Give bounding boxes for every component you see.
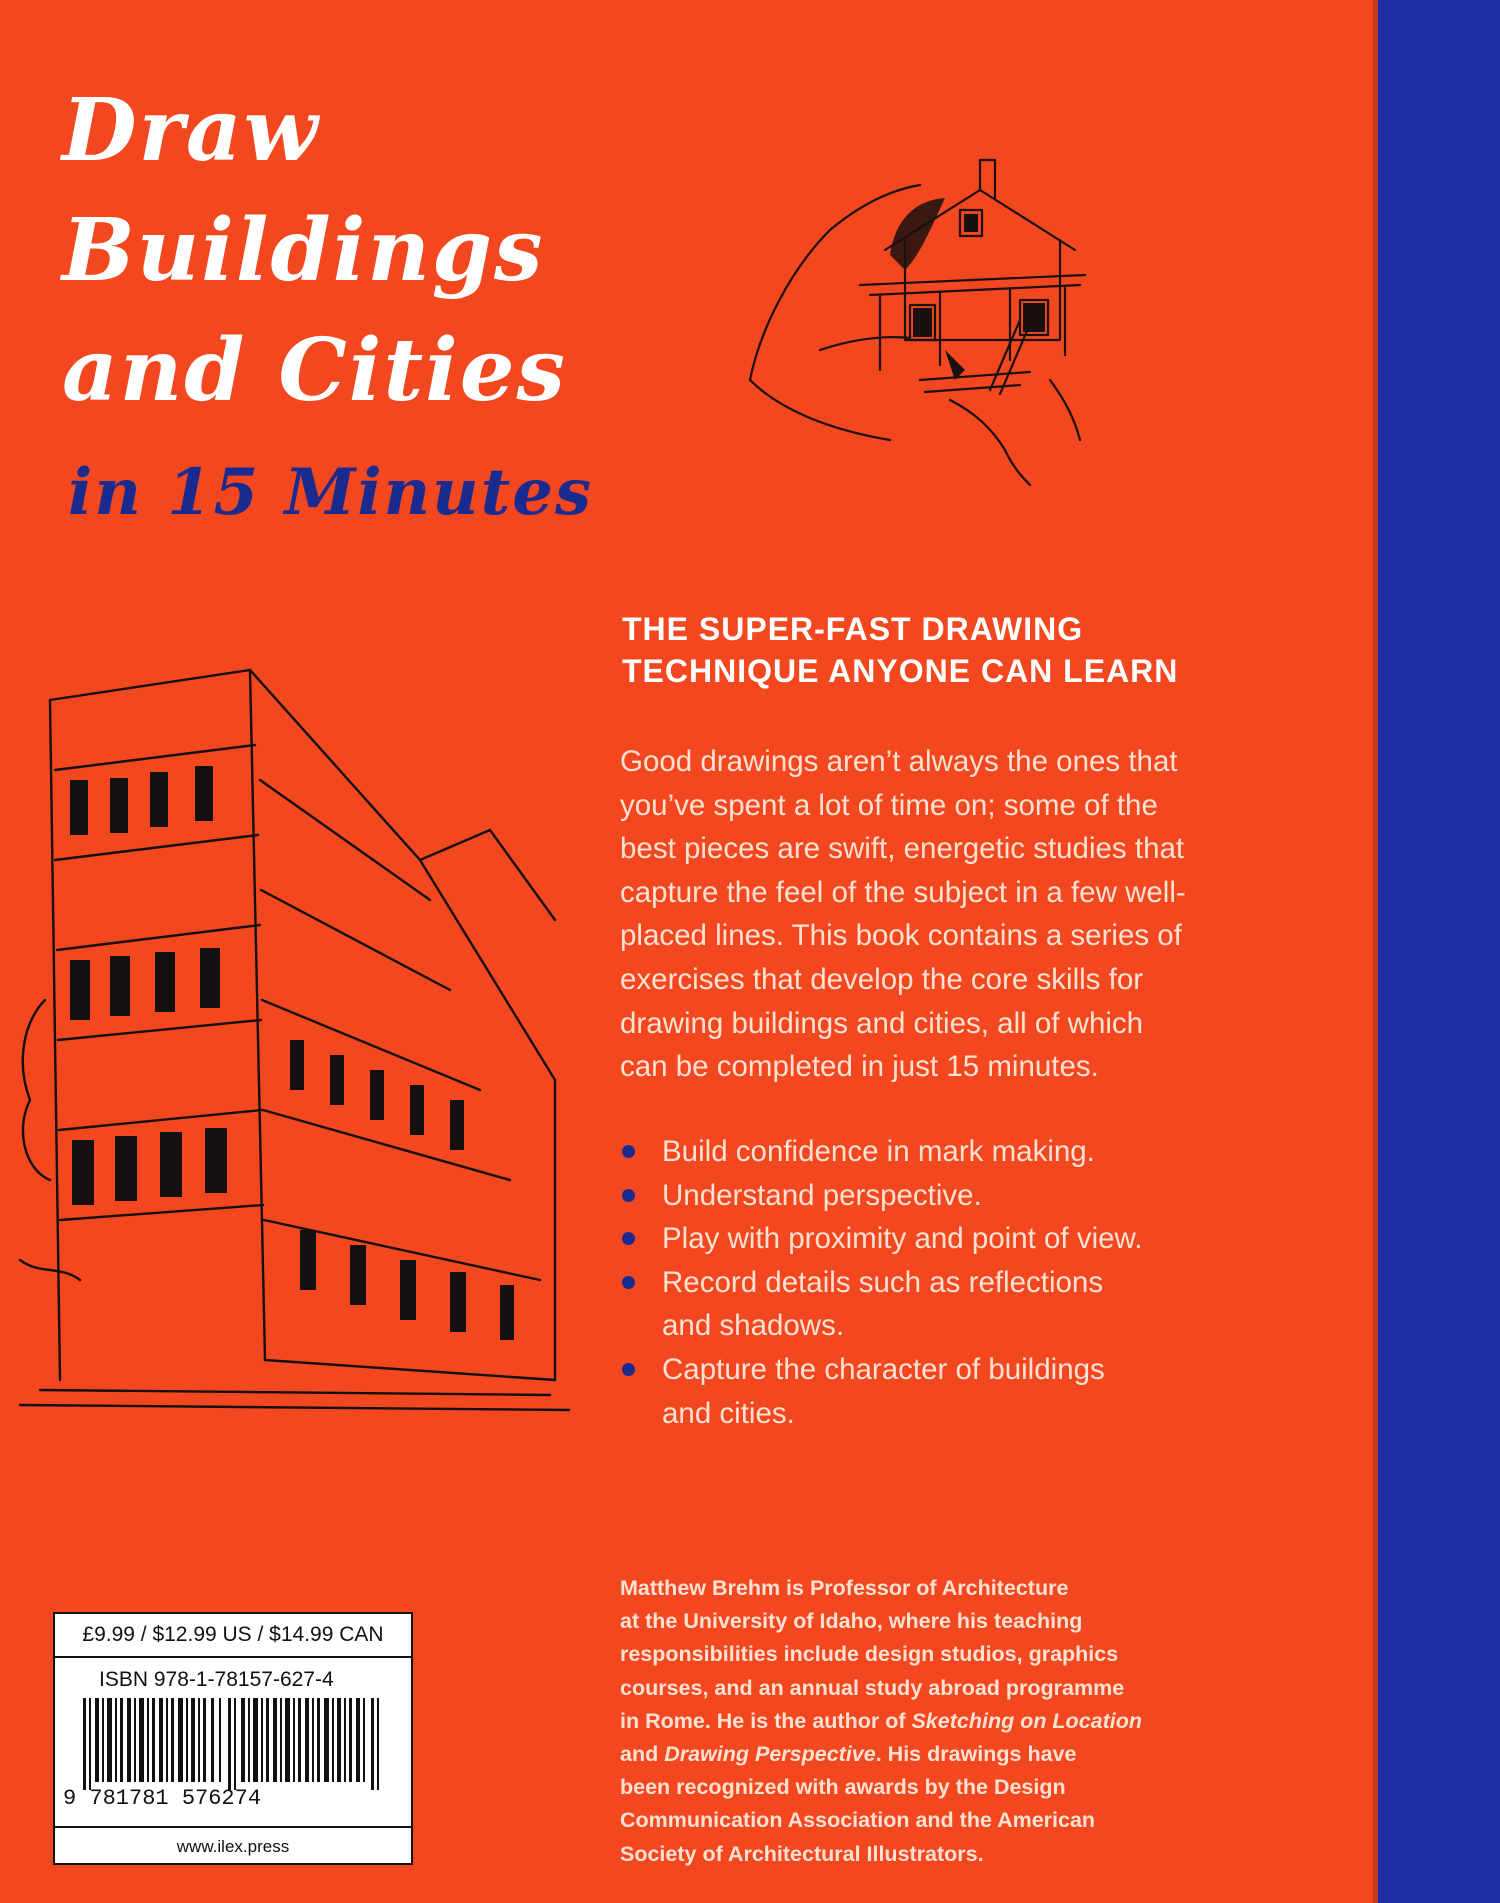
book-spine xyxy=(1378,0,1500,1903)
description-paragraph xyxy=(620,740,1340,1089)
bullet-item xyxy=(620,1348,1340,1435)
isbn-label: ISBN 978-1-78157-627-4 xyxy=(99,1668,334,1691)
bullet-text: Build confidence in mark making. xyxy=(662,1135,1095,1168)
title-line-buildings: Buildings xyxy=(62,200,545,301)
bio-text: and xyxy=(620,1742,665,1767)
bio-line: been recognized with awards by the Design xyxy=(620,1775,1066,1800)
description-line: drawing buildings and cities, all of which xyxy=(620,1006,1144,1040)
barcode-panel xyxy=(53,1612,413,1865)
title-line-and-cities: and Cities xyxy=(62,320,567,421)
title-line-draw: Draw xyxy=(62,80,320,181)
bio-line xyxy=(620,1705,1360,1738)
barcode-icon xyxy=(73,1698,395,1790)
bullet-dot-icon xyxy=(622,1232,635,1245)
house-sketch-illustration xyxy=(720,80,1190,490)
bio-line: Communication Association and the American xyxy=(620,1808,1096,1833)
description-line: placed lines. This book contains a series of xyxy=(620,919,1182,953)
feature-bullet-list xyxy=(620,1130,1340,1435)
description-line: exercises that develop the core skills for xyxy=(620,962,1144,996)
title-line-in-15-minutes: in 15 Minutes xyxy=(68,455,593,530)
bullet-text-continued: and cities. xyxy=(662,1396,795,1430)
bullet-item xyxy=(620,1261,1340,1348)
bio-line: Society of Architectural Illustrators. xyxy=(620,1841,984,1866)
bullet-text: Record details such as reflections xyxy=(662,1265,1104,1299)
publisher-website: www.ilex.press xyxy=(55,1826,411,1866)
tagline-heading xyxy=(622,608,1342,692)
bio-line: responsibilities include design studios, graphics xyxy=(620,1642,1119,1667)
bullet-text: Understand perspective. xyxy=(662,1178,982,1212)
bullet-item xyxy=(620,1130,1340,1174)
bio-text: in Rome. He is the author of xyxy=(620,1708,912,1733)
description-line: best pieces are swift, energetic studies that xyxy=(620,832,1185,866)
description-line: can be completed in just 15 minutes. xyxy=(620,1050,1099,1084)
description-line: capture the feel of the subject in a few well- xyxy=(620,875,1186,909)
bio-text: . His drawings have xyxy=(875,1742,1077,1767)
bio-line xyxy=(620,1738,1360,1771)
description-line: you’ve spent a lot of time on; some of the xyxy=(620,788,1158,822)
bio-line: Matthew Brehm is Professor of Architecture xyxy=(620,1576,1069,1600)
author-bio xyxy=(620,1572,1360,1871)
barcode-digits: 9 781781 576274 xyxy=(63,1786,262,1811)
tagline-line-1: THE SUPER-FAST DRAWING xyxy=(622,611,1084,647)
price-label: £9.99 / $12.99 US / $14.99 CAN xyxy=(55,1614,411,1658)
bullet-dot-icon xyxy=(622,1145,635,1158)
building-sketch-illustration xyxy=(10,660,570,1420)
bullet-text-continued: and shadows. xyxy=(662,1309,845,1343)
book-title-drawing-perspective: Drawing Perspective xyxy=(664,1742,876,1767)
bio-line: at the University of Idaho, where his teaching xyxy=(620,1609,1083,1634)
bullet-item xyxy=(620,1174,1340,1218)
description-line: Good drawings aren’t always the ones that xyxy=(620,745,1178,778)
bullet-text: Play with proximity and point of view. xyxy=(662,1222,1143,1256)
bullet-item xyxy=(620,1217,1340,1261)
bullet-dot-icon xyxy=(622,1276,635,1289)
book-title-sketching-on-location: Sketching on Location xyxy=(911,1708,1143,1733)
bullet-dot-icon xyxy=(622,1189,635,1202)
bullet-text: Capture the character of buildings xyxy=(662,1352,1105,1386)
bullet-dot-icon xyxy=(622,1363,635,1376)
bio-line: courses, and an annual study abroad programme xyxy=(620,1675,1125,1700)
tagline-line-2: TECHNIQUE ANYONE CAN LEARN xyxy=(622,653,1179,689)
